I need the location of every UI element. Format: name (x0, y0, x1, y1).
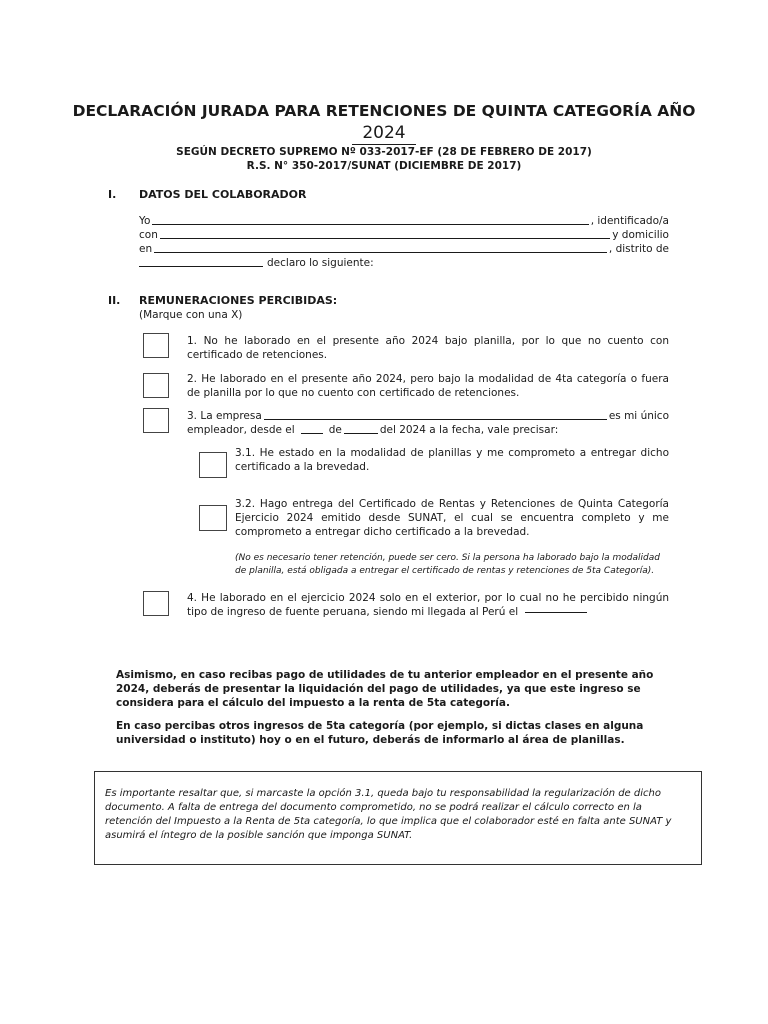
section-2-instruction: (Marque con una X) (139, 309, 243, 321)
option-3-line-2: empleador, desde el de del 2024 a la fecha, vale precisar: (187, 424, 559, 436)
option-3-line-1: 3. La empresa es mi único (187, 410, 669, 422)
id-field[interactable] (160, 238, 610, 239)
district-field[interactable] (139, 266, 263, 267)
start-day-field[interactable] (301, 433, 323, 434)
id-line: con y domicilio (139, 229, 669, 241)
important-note-text: Es importante resaltar que, si marcaste la opción 3.1, queda bajo tu responsabilidad la regularización de dicho documento. A falta de entrega del documento comprometido, no se podrá realizar el cálculo correcto en la retención del Impuesto a la Renta de 5ta categoría, lo que implica que el colaborador esté en falta ante SUNAT y asumirá el íntegro de la posible sanción que imponga SUNAT. (105, 788, 672, 841)
other-income-paragraph: En caso percibas otros ingresos de 5ta categoría (por ejemplo, si dictas clases en alguna universidad o instituto) hoy o en el futuro, deberás de informarlo al área de planillas. (116, 720, 644, 746)
name-field[interactable] (152, 224, 588, 225)
start-month-field[interactable] (344, 433, 378, 434)
option-3-checkbox[interactable] (143, 408, 169, 433)
option-3-1-text: 3.1. He estado en la modalidad de planillas y me comprometo a entregar dicho certificado a la brevedad. (235, 447, 669, 473)
resolution-reference: R.S. N° 350-2017/SUNAT (DICIEMBRE DE 2017) (246, 160, 522, 172)
document-title: DECLARACIÓN JURADA PARA RETENCIONES DE QUINTA CATEGORÍA AÑO (72, 102, 696, 120)
section-2-title: REMUNERACIONES PERCIBIDAS: (139, 294, 338, 307)
option-4-text: 4. He laborado en el ejercicio 2024 solo en el exterior, por lo cual no he percibido ningún tipo de ingreso de fuente peruana, siendo mi llegada al Perú el (187, 592, 669, 618)
option-2-checkbox[interactable] (143, 373, 169, 398)
section-1-number: I. (108, 188, 117, 201)
option-3-2-text: 3.2. Hago entrega del Certificado de Rentas y Retenciones de Quinta Categoría Ejercicio 2024 emitido desde SUNAT, el cual se encuentra completo y me comprometo a entregar dicho certificado a la brevedad. (235, 498, 669, 538)
option-3-2-note: (No es necesario tener retención, puede ser cero. Si la persona ha laborado bajo la modalidad de planilla, está obligada a entregar el certificado de rentas y retenciones de 5ta Categoría). (235, 553, 660, 576)
section-1-title: DATOS DEL COLABORADOR (139, 188, 307, 201)
profit-paragraph: Asimismo, en caso recibas pago de utilidades de tu anterior empleador en el presente año 2024, deberás de presentar la liquidación del pago de utilidades, ya que este ingreso se considera para el cálculo del impuesto a la renta de 5ta categoría. (116, 669, 654, 709)
district-line: declaro lo siguiente: (139, 255, 439, 269)
address-line: en , distrito de (139, 243, 669, 255)
option-1-checkbox[interactable] (143, 333, 169, 358)
section-2-number: II. (108, 294, 121, 307)
company-field[interactable] (264, 419, 607, 420)
option-3-2-checkbox[interactable] (199, 505, 227, 531)
decree-reference: SEGÚN DECRETO SUPREMO Nº 033-2017-EF (28 DE FEBRERO DE 2017) (176, 146, 592, 158)
option-1-text: 1. No he laborado en el presente año 2024 bajo planilla, por lo que no cuento con certificado de retenciones. (187, 335, 669, 361)
option-2-text: 2. He laborado en el presente año 2024, pero bajo la modalidad de 4ta categoría o fuera de planilla por lo que no cuento con certificado de retenciones. (187, 373, 669, 399)
document-year: 2024 (0, 123, 768, 143)
arrival-date-field[interactable] (525, 612, 587, 613)
important-note-box (94, 771, 702, 865)
address-field[interactable] (154, 252, 607, 253)
option-3-1-checkbox[interactable] (199, 452, 227, 478)
option-4-checkbox[interactable] (143, 591, 169, 616)
name-line: Yo , identificado/a (139, 215, 669, 227)
